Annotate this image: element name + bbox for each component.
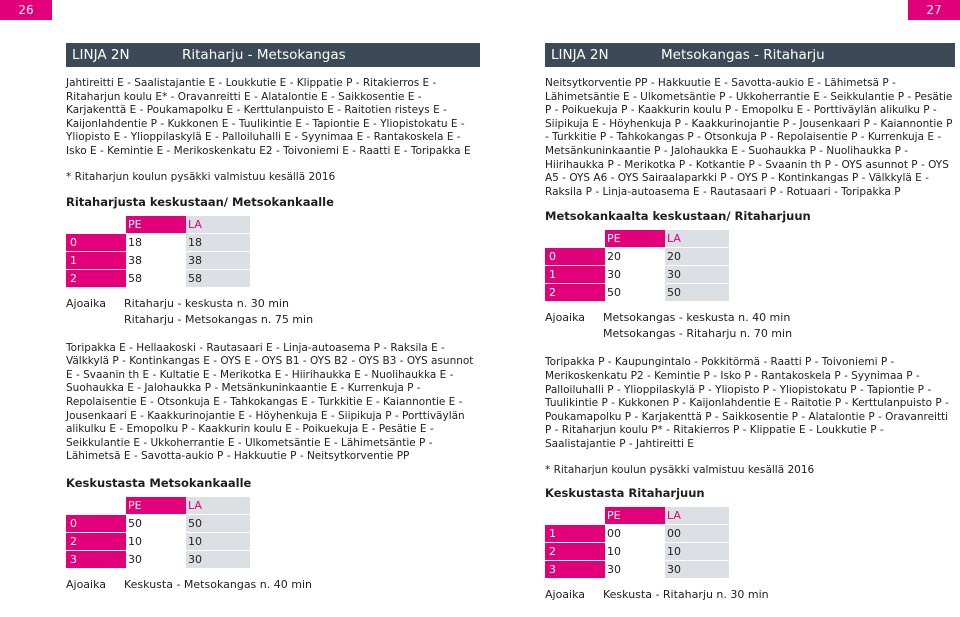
travel-time-value: Keskusta - Ritaharju n. 30 min [603,587,769,601]
weekday-minute: 30 [607,268,621,282]
timetable-title: Keskustasta Metsokankaalle [66,475,252,490]
travel-time [66,296,480,328]
saturday-minute: 38 [186,252,250,269]
stop-list: Jahtireitti E - Saalistajantie E - Loukkutie E - Klippatie P - Ritakierros E - Ritaharjun koulu E* - Oravanreitti E - Alatalontie E - Saikkosentie E - Karjakenttä E - Poukamapolku E - Kerttulanpuisto E - Raitotien risteys E - Kaijonlahdentie P - Kukkonen E - Tuulikintie E - Tapiontie E - Yliopistokatu E - Yliopisto E - Ylioppilaskylä E - Palloiluhalli E - Syynimaa E - Rantakoskela E - Isko E - Kemintie E - Merikoskenkatu E2 - Toivoniemi E - Raatti E - Toripakka E [66,77,471,157]
hour-header [545,230,605,247]
page-number-right: 27 [908,0,960,20]
hour-cell: 0 [66,515,126,532]
travel-time [545,587,955,603]
weekday-minute: 30 [607,562,621,576]
weekday-minute: 18 [128,235,142,249]
footnote: * Ritaharjun koulun pysäkki valmistuu kesällä 2016 [545,463,815,476]
saturday-header: LA [186,216,250,233]
timetable [66,215,250,288]
saturday-header: LA [186,497,250,514]
stop-list: Neitsytkorventie PP - Hakkuutie E - Savotta-aukio E - Lähimetsä P - Lähimetsäntie E - Ulkometsäntie P - Ukkoherrantie E - Seikkulantie P - Pesätie P - Poikuekuja P - Kaakkurin koulu P - Emopolku E - Porttiväylän alikulku P - Siipikuja E - Höyhenkuja P - Kaakkurinojantie P - Jousenkaari P - Kaiannontie P - Turkkitie P - Tahkokangas P - Otsonkuja P - Repolaisentie P - Kurrenkuja E - Metsänkuninkaantie P - Jalohaukka E - Suohaukka P - Nuolihaukka P - Hiirihaukka P - Merikotka P - Kotkantie P - Svaanin th P - OYS asunnot P - OYS A5 - OYS A6 - OYS Sairaalaparkki P - OYS P - Kontinkangas P - Välkkylä E - Raksila P - Linja-autoasema E - Rautasaari P - Rotuaari - Toripakka P [545,77,953,198]
weekday-minute: 20 [607,250,621,264]
travel-time [66,577,480,593]
timetable-header [66,216,250,233]
weekday-header: PE [126,497,186,514]
hour-cell: 3 [545,561,605,578]
weekday-minute: 58 [128,271,142,285]
weekday-minute: 10 [128,534,142,548]
travel-time-value: Metsokangas - Ritaharju n. 70 min [603,327,793,341]
hour-cell: 1 [545,525,605,542]
route-name: Ritaharju - Metsokangas [182,47,346,63]
saturday-minute: 00 [665,525,729,542]
timetable-row [66,234,250,251]
travel-time-value: Ritaharju - Metsokangas n. 75 min [124,312,314,326]
timetable-row [545,525,729,542]
footnote: * Ritaharjun koulun pysäkki valmistuu kesällä 2016 [66,170,336,183]
hour-cell: 0 [545,248,605,265]
timetable-header [545,230,729,247]
saturday-minute: 50 [186,515,250,532]
timetable-title: Metsokankaalta keskustaan/ Ritaharjuun [545,209,811,224]
timetable-title: Keskustasta Ritaharjuun [545,485,705,500]
line-number: LINJA 2N [72,47,130,63]
saturday-header: LA [665,507,729,524]
saturday-header: LA [665,230,729,247]
weekday-minute: 38 [128,253,142,267]
line-number: LINJA 2N [551,47,609,63]
hour-cell: 1 [66,252,126,269]
timetable-row [66,270,250,287]
travel-time-label: Ajoaika [545,311,586,325]
timetable-row [545,248,729,265]
weekday-minute: 50 [128,516,142,530]
travel-time-label: Ajoaika [66,296,107,310]
timetable-row [545,266,729,283]
timetable [545,506,729,579]
timetable-row [66,533,250,550]
page-number-left: 26 [0,0,52,20]
stop-list: Toripakka E - Hellaakoski - Rautasaari E - Linja-autoasema P - Raksila E - Välkkylä P - Kontinkangas E - OYS E - OYS B1 - OYS B2 - OYS B3 - OYS asunnot E - Svaanin th E - Kultatie E - Merikotka E - Hiirihaukka E - Nuolihaukka E - Suohaukka E - Jalohaukka P - Metsänkuninkaantie E - Kurrenkuja P - Repolaisentie E - Otsonkuja E - Tahkokangas E - Turkkitie E - Kaiannontie E - Jousenkaari E - Kaakkurinojantie E - Höyhenkuja E - Siipikuja P - Porttiväylän alikulku E - Emopolku P - Kaakkurin koulu E - Poikuekuja E - Pesätie E - Seikkulantie E - Ukkoherrantie E - Ulkometsäntie E - Lähimetsäntie P - Lähimetsä E - Savotta-aukio P - Hakkuutie P - Neitsytkorventie PP [66,341,474,463]
weekday-minute: 10 [607,544,621,558]
hour-cell: 2 [66,533,126,550]
weekday-minute: 00 [607,526,621,540]
timetable-header [66,497,250,514]
weekday-minute: 50 [607,286,621,300]
travel-time-label: Ajoaika [66,577,107,591]
timetable [66,496,250,569]
stop-list: Toripakka P - Kaupungintalo - Pokkitörmä - Raatti P - Toivoniemi P - Merikoskenkatu P2 - Kemintie P - Isko P - Rantakoskela P - Syynimaa P - Palloiluhalli P - Ylioppilaskylä P - Yliopisto P - Yliopistokatu P - Tapiontie P - Tuulikintie P - Kukkonen P - Kaijonlahdentie E - Raitotie P - Kerttulanpuisto P - Poukamapolku P - Karjakenttä P - Saikkosentie P - Alatalontie P - Oravanreitti P - Ritaharjun koulu P* - Ritakierros P - Klippatie E - Loukkutie P - Saalistajantie P - Jahtireitti E [545,356,949,450]
right-column [545,43,955,603]
saturday-minute: 18 [186,234,250,251]
timetable-row [545,561,729,578]
timetable-header [545,507,729,524]
route-name: Metsokangas - Ritaharju [661,47,825,63]
left-column [66,43,480,593]
hour-cell: 2 [545,284,605,301]
timetable-row [66,551,250,568]
timetable-row [66,515,250,532]
saturday-minute: 50 [665,284,729,301]
route-header [66,43,480,67]
timetable [545,229,729,302]
weekday-header: PE [605,507,665,524]
saturday-minute: 20 [665,248,729,265]
saturday-minute: 30 [665,561,729,578]
hour-cell: 0 [66,234,126,251]
travel-time-value: Metsokangas - keskusta n. 40 min [603,311,791,325]
weekday-minute: 30 [128,552,142,566]
saturday-minute: 10 [665,543,729,560]
hour-cell: 1 [545,266,605,283]
timetable-row [545,284,729,301]
route-header [545,43,955,67]
hour-cell: 3 [66,551,126,568]
travel-time [545,310,955,342]
weekday-header: PE [605,230,665,247]
saturday-minute: 30 [665,266,729,283]
hour-cell: 2 [545,543,605,560]
weekday-header: PE [126,216,186,233]
travel-time-label: Ajoaika [545,587,586,601]
saturday-minute: 30 [186,551,250,568]
hour-header [66,497,126,514]
hour-header [545,507,605,524]
timetable-title: Ritaharjusta keskustaan/ Metsokankaalle [66,194,334,209]
saturday-minute: 58 [186,270,250,287]
saturday-minute: 10 [186,533,250,550]
hour-cell: 2 [66,270,126,287]
travel-time-value: Keskusta - Metsokangas n. 40 min [124,577,312,591]
timetable-row [66,252,250,269]
travel-time-value: Ritaharju - keskusta n. 30 min [124,296,289,310]
hour-header [66,216,126,233]
timetable-row [545,543,729,560]
